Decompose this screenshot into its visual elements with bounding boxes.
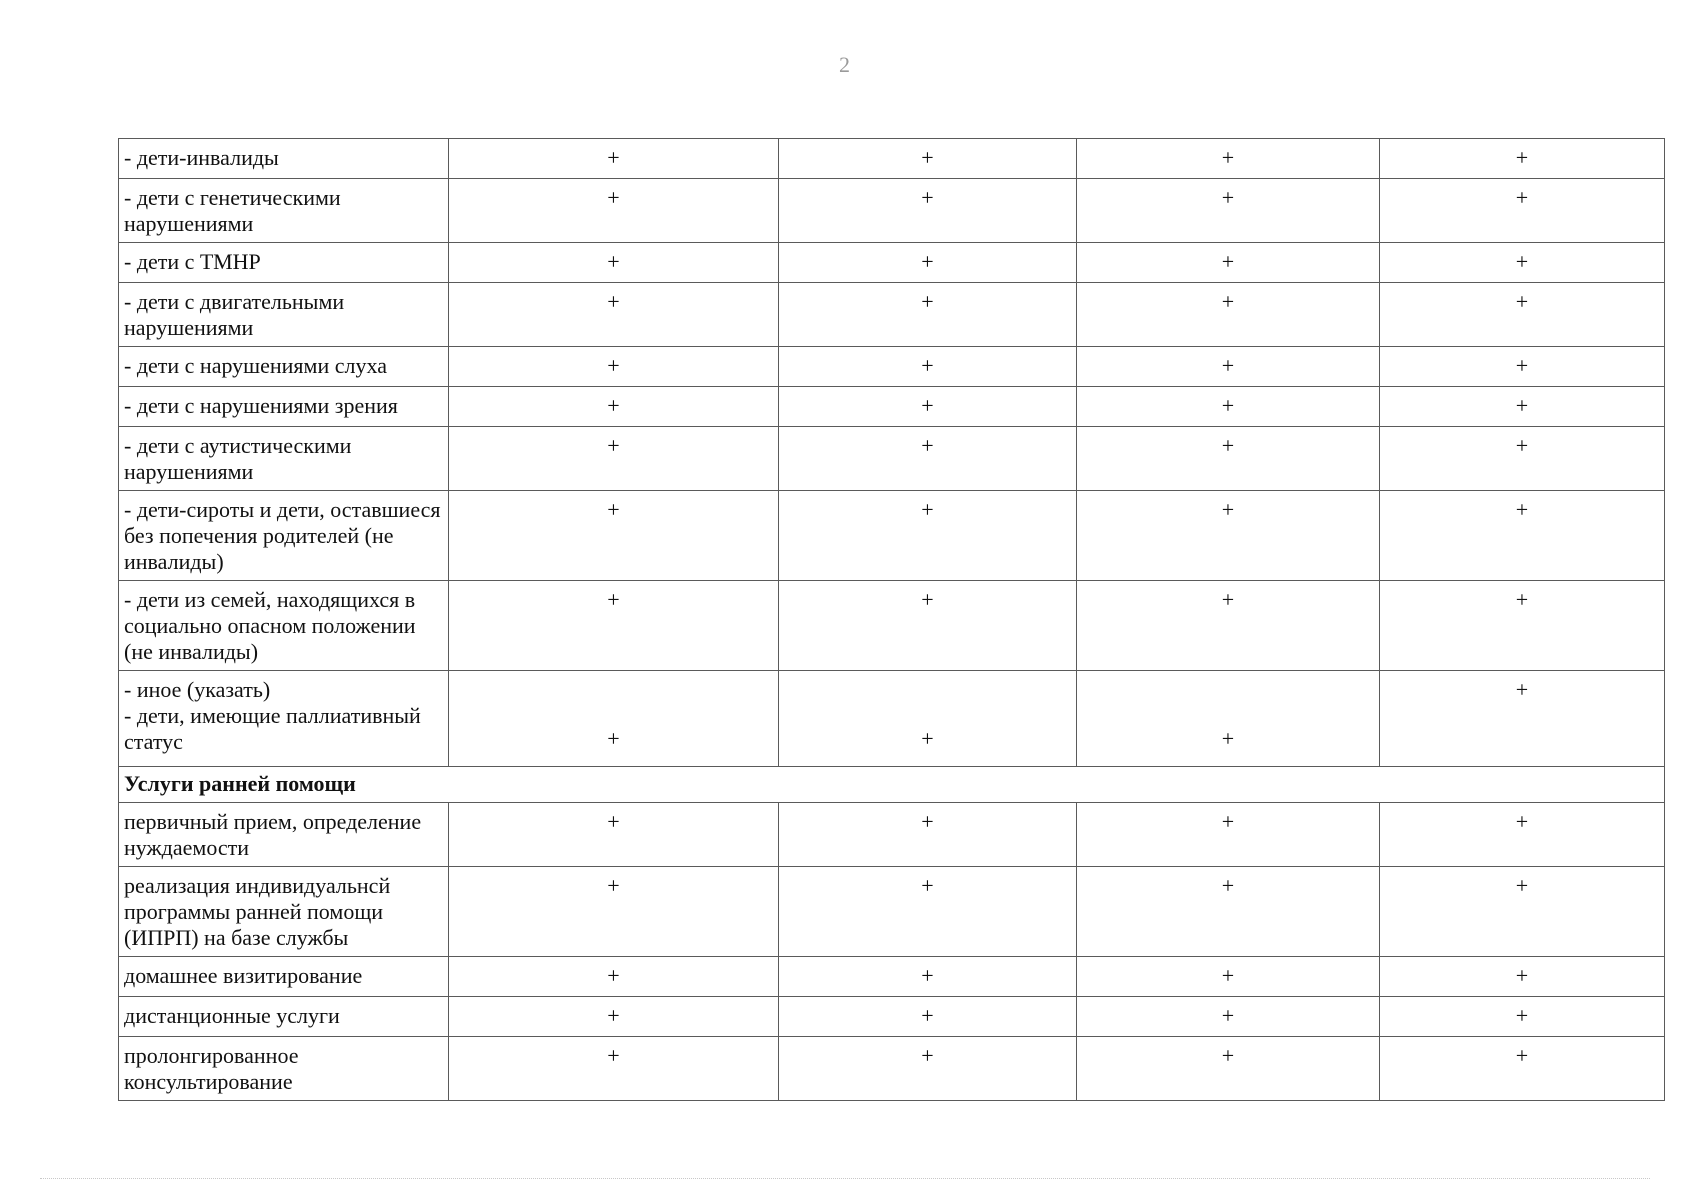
plus-mark: + xyxy=(1380,139,1665,179)
plus-mark: + xyxy=(449,179,779,243)
plus-mark: + xyxy=(1380,491,1665,581)
plus-mark: + xyxy=(1077,139,1380,179)
plus-mark: + xyxy=(449,283,779,347)
plus-mark: + xyxy=(1077,179,1380,243)
plus-mark: + xyxy=(1380,387,1665,427)
plus-mark: + xyxy=(449,427,779,491)
plus-mark: + xyxy=(449,491,779,581)
plus-mark: + xyxy=(449,997,779,1037)
row-label: домашнее визитирование xyxy=(119,957,449,997)
plus-mark: + xyxy=(1380,283,1665,347)
plus-mark: + xyxy=(1077,581,1380,671)
plus-mark: + xyxy=(449,671,779,767)
section-title: Услуги ранней помощи xyxy=(119,767,1665,803)
plus-mark: + xyxy=(449,387,779,427)
table-row xyxy=(119,283,1665,347)
plus-mark: + xyxy=(1077,491,1380,581)
services-table xyxy=(118,138,1665,1101)
plus-mark: + xyxy=(449,1037,779,1101)
bottom-divider xyxy=(40,1178,1650,1179)
plus-mark: + xyxy=(1380,179,1665,243)
plus-mark: + xyxy=(1077,867,1380,957)
plus-mark: + xyxy=(779,243,1077,283)
plus-mark: + xyxy=(1380,957,1665,997)
plus-mark: + xyxy=(449,139,779,179)
plus-mark: + xyxy=(449,867,779,957)
plus-mark: + xyxy=(779,283,1077,347)
plus-mark: + xyxy=(1380,997,1665,1037)
table-row xyxy=(119,867,1665,957)
plus-mark: + xyxy=(779,491,1077,581)
plus-mark: + xyxy=(449,243,779,283)
table-row xyxy=(119,957,1665,997)
plus-mark: + xyxy=(779,957,1077,997)
row-label: - дети с генетическими нарушениями xyxy=(119,179,449,243)
plus-mark: + xyxy=(1077,347,1380,387)
page-number: 2 xyxy=(839,52,850,77)
plus-mark: + xyxy=(1380,1037,1665,1101)
plus-mark: + xyxy=(1077,803,1380,867)
plus-mark: + xyxy=(449,803,779,867)
plus-mark: + xyxy=(449,581,779,671)
table-row xyxy=(119,179,1665,243)
plus-mark: + xyxy=(779,387,1077,427)
table-row xyxy=(119,997,1665,1037)
row-label: первичный прием, определение нуждаемости xyxy=(119,803,449,867)
section-header-row xyxy=(119,767,1665,803)
plus-mark: + xyxy=(1380,427,1665,491)
row-label: - дети с аутистическими нарушениями xyxy=(119,427,449,491)
plus-mark: + xyxy=(1380,867,1665,957)
row-label: реализация индивидуальнсй программы ранней помощи (ИПРП) на базе службы xyxy=(119,867,449,957)
plus-mark: + xyxy=(779,139,1077,179)
plus-mark: + xyxy=(779,427,1077,491)
plus-mark: + xyxy=(1077,1037,1380,1101)
plus-mark: + xyxy=(1077,957,1380,997)
plus-mark: + xyxy=(779,867,1077,957)
plus-mark: + xyxy=(1077,283,1380,347)
plus-mark: + xyxy=(779,997,1077,1037)
plus-mark: + xyxy=(1077,427,1380,491)
plus-mark: + xyxy=(779,347,1077,387)
plus-mark: + xyxy=(1077,387,1380,427)
row-label: дистанционные услуги xyxy=(119,997,449,1037)
row-label: - дети с ТМНР xyxy=(119,243,449,283)
plus-mark: + xyxy=(1380,243,1665,283)
table-row xyxy=(119,1037,1665,1101)
plus-mark: + xyxy=(449,957,779,997)
row-label: - иное (указать) - дети, имеющие паллиативный статус xyxy=(119,671,449,767)
plus-mark: + xyxy=(1077,997,1380,1037)
table-row xyxy=(119,581,1665,671)
plus-mark: + xyxy=(1380,581,1665,671)
table-row xyxy=(119,491,1665,581)
row-label: - дети с двигательными нарушениями xyxy=(119,283,449,347)
row-label: пролонгированное консультирование xyxy=(119,1037,449,1101)
plus-mark: + xyxy=(779,671,1077,767)
table-row xyxy=(119,803,1665,867)
row-label: - дети с нарушениями слуха xyxy=(119,347,449,387)
row-label: - дети-сироты и дети, оставшиеся без попечения родителей (не инвалиды) xyxy=(119,491,449,581)
plus-mark: + xyxy=(1380,347,1665,387)
table-row xyxy=(119,427,1665,491)
plus-mark: + xyxy=(779,581,1077,671)
table-row xyxy=(119,671,1665,767)
plus-mark: + xyxy=(1380,803,1665,867)
row-label: - дети из семей, находящихся в социально опасном положении (не инвалиды) xyxy=(119,581,449,671)
plus-mark: + xyxy=(1077,243,1380,283)
plus-mark: + xyxy=(779,803,1077,867)
plus-mark: + xyxy=(449,347,779,387)
table-row xyxy=(119,387,1665,427)
table-row xyxy=(119,243,1665,283)
row-label: - дети-инвалиды xyxy=(119,139,449,179)
table-row xyxy=(119,347,1665,387)
plus-mark: + xyxy=(1380,671,1665,767)
plus-mark: + xyxy=(779,1037,1077,1101)
table-row xyxy=(119,139,1665,179)
row-label: - дети с нарушениями зрения xyxy=(119,387,449,427)
plus-mark: + xyxy=(1077,671,1380,767)
plus-mark: + xyxy=(779,179,1077,243)
